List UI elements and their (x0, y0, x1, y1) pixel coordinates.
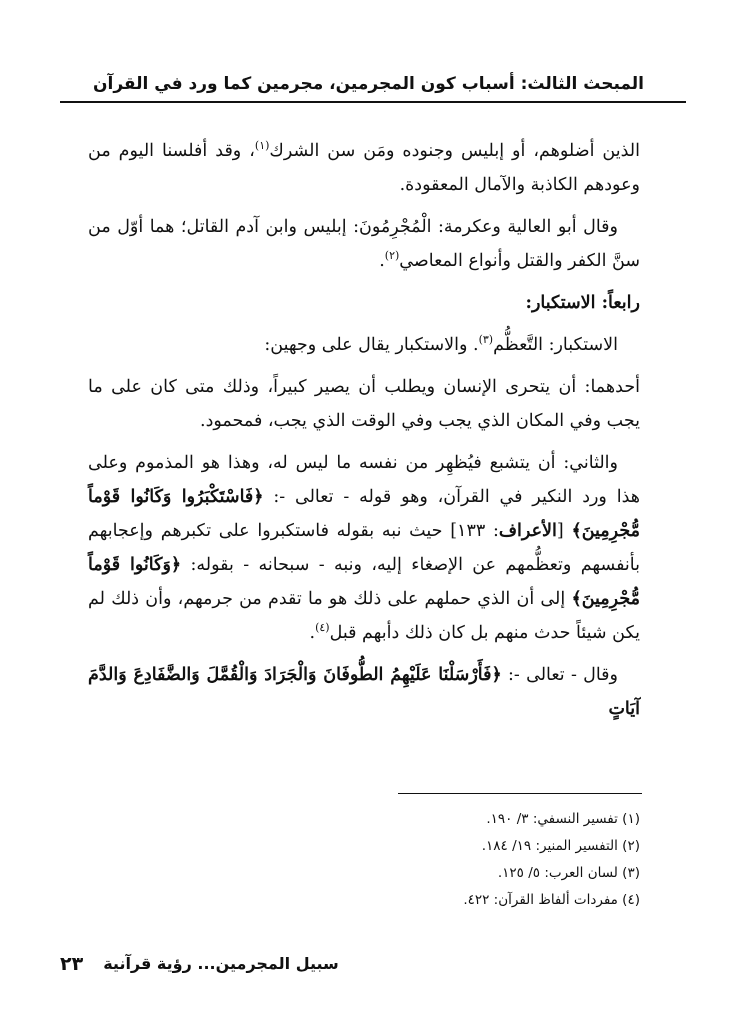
text-run: والثاني: أن يتشبع فيُظهِر من نفسه ما ليس له، وهذا هو المذموم وعلى هذا ورد النكير في القرآن، وهو قوله - تعالى -: (88, 453, 640, 507)
page-number: ٢٣ (60, 953, 84, 975)
paragraph (88, 328, 640, 362)
footnote: (١) تفسير النسفي: ٣/ ١٩٠. (486, 811, 640, 827)
quran-verse: ﴿وَكَانُوا قَوْماً مُّجْرِمِينَ﴾ (88, 555, 640, 609)
running-header: المبحث الثالث: أسباب كون المجرمين، مجرمين كما ورد في القرآن (93, 74, 644, 94)
text-run: الاستكبار: التَّعظُّم (493, 335, 618, 355)
paragraph (88, 658, 640, 726)
text-run: . (309, 623, 316, 643)
text-run: . والاستكبار يقال على وجهين: (264, 335, 479, 355)
quran-verse: ﴿فَأَرْسَلْنَا عَلَيْهِمُ الطُّوفَانَ وَالْجَرَادَ وَالْقُمَّلَ وَالضَّفَادِعَ وَالدَّمَ آيَاتٍ (88, 665, 640, 719)
text-run: [ (556, 521, 572, 541)
footnote-ref[interactable]: (٣) (478, 333, 494, 347)
footnote-rule (398, 793, 642, 794)
footnote: (٢) التفسير المنير: ١٩/ ١٨٤. (481, 838, 640, 854)
quran-verse: ﴿فَاسْتَكْبَرُوا وَكَانُوا قَوْماً مُّجْرِمِينَ﴾ (88, 487, 640, 541)
paragraph (88, 446, 640, 650)
paragraph: أحدهما: أن يتحرى الإنسان ويطلب أن يصير كبيراً، وذلك متى كان على ما يجب وفي المكان الذي يجب وفي الوقت الذي يجب، فمحمود. (88, 377, 640, 431)
text-run: : ١٣٣] حيث نبه بقوله فاستكبروا على تكبرهم وإعجابهم بأنفسهم وتعظُّمهم عن الإصغاء إليه، ونبه - سبحانه - بقوله: (88, 521, 640, 575)
footnote: (٤) مفردات ألفاظ القرآن: ٤٢٢. (463, 892, 640, 908)
text-run: إلى أن الذي حملهم على ذلك هو ما تقدم من جرمهم، وأن ذلك لم يكن شيئاً حدث منهم بل كان ذلك دأبهم قبل (88, 589, 640, 643)
section-heading: رابعاً: الاستكبار: (525, 293, 640, 313)
text-run: ، وقد أفلسنا اليوم من وعودهم الكاذبة والآمال المعقودة. (88, 141, 640, 195)
footnote-ref[interactable]: (٤) (315, 621, 330, 635)
main-text (88, 134, 640, 734)
footnotes (340, 806, 640, 914)
surah-name: الأعراف (498, 521, 557, 541)
paragraph (88, 134, 640, 202)
text-run: وقال أبو العالية وعكرمة: الْمُجْرِمُونَ: إبليس وابن آدم القاتل؛ هما أوّل من سنَّ الكفر والقتل وأنواع المعاصي (88, 217, 640, 271)
header-rule (60, 101, 686, 103)
footnote-ref[interactable]: (٢) (384, 249, 400, 263)
text-run: الذين أضلوهم، أو إبليس وجنوده ومَن سن الشرك (269, 141, 640, 161)
running-footer (60, 952, 339, 976)
text-run: وقال - تعالى -: (501, 665, 619, 685)
footnote: (٣) لسان العرب: ٥/ ١٢٥. (497, 865, 640, 881)
text-run: . (379, 251, 385, 271)
paragraph (88, 210, 640, 278)
footnote-ref[interactable]: (١) (254, 139, 270, 153)
book-title: سبيل المجرمين... رؤية قرآنية (103, 954, 339, 973)
